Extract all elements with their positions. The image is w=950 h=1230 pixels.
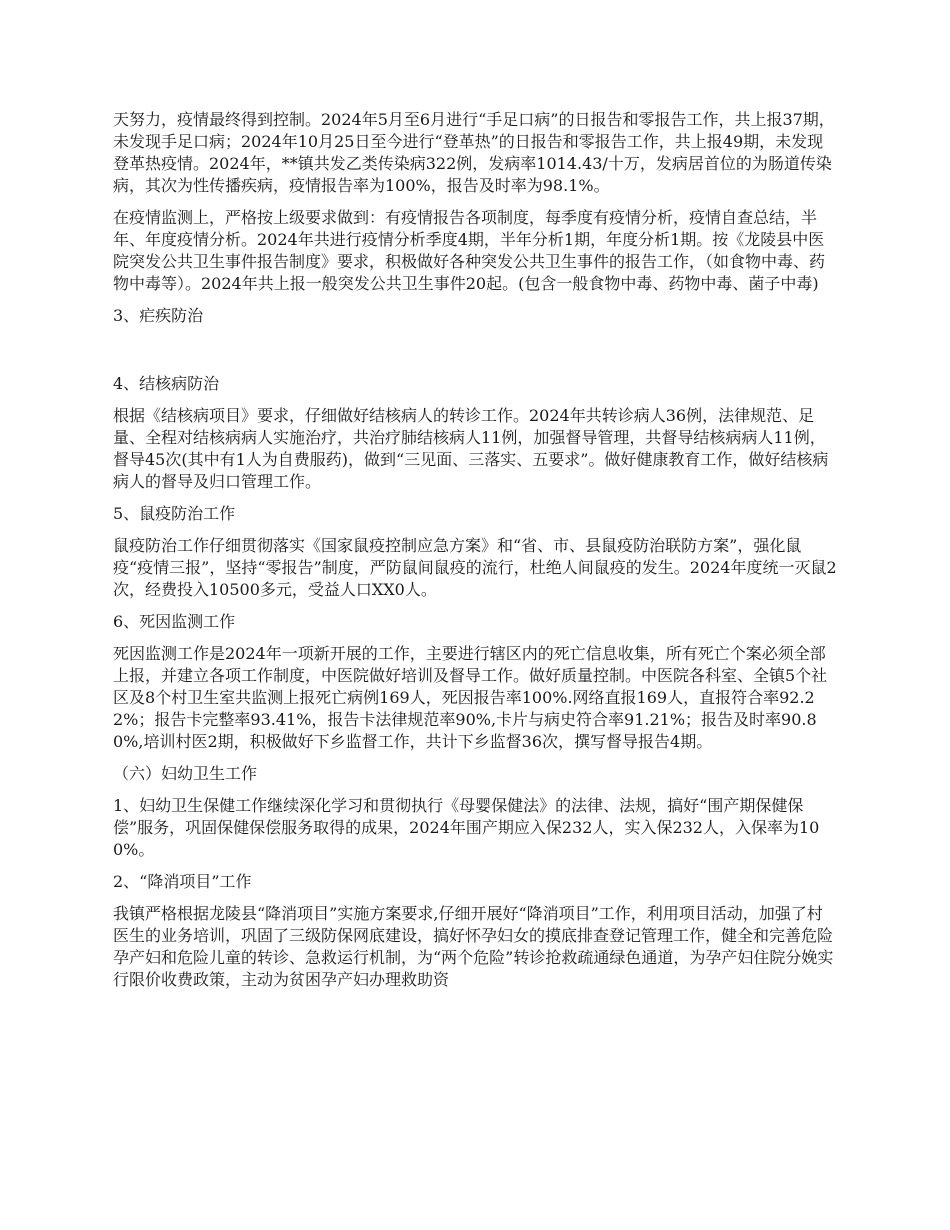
paragraph-epidemic-control: 天努力，疫情最终得到控制。2024年5月至6月进行“手足口病”的日报告和零报告工作，共上报37期，未发现手足口病；2024年10月25日至今进行“登革热”的日报告和零报告工作，共上报49期，未发现登革热疫情。2024年，**镇共发乙类传染病322例，发病率1014.43/十万，发病居首位的为肠道传染病，其次为性传播疾病，疫情报告率为100%，报告及时率为98.1%。 — [113, 110, 835, 195]
paragraph-plague: 鼠疫防治工作仔细贯彻落实《国家鼠疫控制应急方案》和“省、市、县鼠疫防治联防方案”，强化鼠疫“疫情三报”，坚持“零报告”制度，严防鼠间鼠疫的流行，杜绝人间鼠疫的发生。2024年度统一灭鼠2次，经费投入10500多元，受益人口XX0人。 — [113, 536, 837, 599]
paragraph-reduction-project: 我镇严格根据龙陵县“降消项目”实施方案要求,仔细开展好“降消项目”工作，利用项目活动，加强了村医生的业务培训，巩固了三级防保网底建设，搞好怀孕妇女的摸底排查登记管理工作，健全和完善危险孕产妇和危险儿童的转诊、急救运行机制，为“两个危险”转诊抢救疏通绿色通道，为孕产妇住院分娩实行限价收费政策，主动为贫困孕产妇办理救助资 — [113, 904, 834, 989]
heading-plague: 5、鼠疫防治工作 — [113, 504, 236, 523]
heading-reduction-project: 2、“降消项目”工作 — [113, 872, 252, 891]
heading-maternal-child: （六）妇幼卫生工作 — [113, 764, 258, 783]
document-body — [113, 109, 837, 1001]
heading-tuberculosis: 4、结核病防治 — [113, 374, 220, 393]
paragraph-tuberculosis: 根据《结核病项目》要求，仔细做好结核病人的转诊工作。2024年共转诊病人36例，法律规范、足量、全程对结核病病人实施治疗，共治疗肺结核病人11例，加强督导管理，共督导结核病病人11例，督导45次(其中有1人为自费服药)，做到“三见面、三落实、五要求”。做好健康教育工作，做好结核病病人的督导及归口管理工作。 — [113, 406, 829, 491]
paragraph-death-cause: 死因监测工作是2024年一项新开展的工作，主要进行辖区内的死亡信息收集，所有死亡个案必须全部上报，并建立各项工作制度，中医院做好培训及督导工作。做好质量控制。中医院各科室、全镇5个社区及8个村卫生室共监测上报死亡病例169人，死因报告率100%.网络直报169人，直报符合率92.22%；报告卡完整率93.41%，报告卡法律规范率90%,卡片与病史符合率91.21%；报告及时率90.80%,培训村医2期，积极做好下乡监督工作，共计下乡监督36次，撰写督导报告4期。 — [113, 644, 828, 751]
heading-death-cause: 6、死因监测工作 — [113, 612, 236, 631]
heading-malaria: 3、疟疾防治 — [113, 306, 204, 325]
paragraph-epidemic-monitoring: 在疫情监测上，严格按上级要求做到：有疫情报告各项制度，每季度有疫情分析，疫情自查总结，半年、年度疫情分析。2024年共进行疫情分析季度4期，半年分析1期，年度分析1期。按《龙陵县中医院突发公共卫生事件报告制度》要求，积极做好各种突发公共卫生事件的报告工作，（如食物中毒、药物中毒等）。2024年共上报一般突发公共卫生事件20起。(包含一般食物中毒、药物中毒、菌子中毒) — [113, 208, 826, 293]
paragraph-maternal-child: 1、妇幼卫生保健工作继续深化学习和贯彻执行《母婴保健法》的法律、法规，搞好“围产期保健保偿”服务，巩固保健保偿服务取得的成果，2024年围产期应入保232人，实入保232人，入保率为100%。 — [113, 796, 820, 859]
